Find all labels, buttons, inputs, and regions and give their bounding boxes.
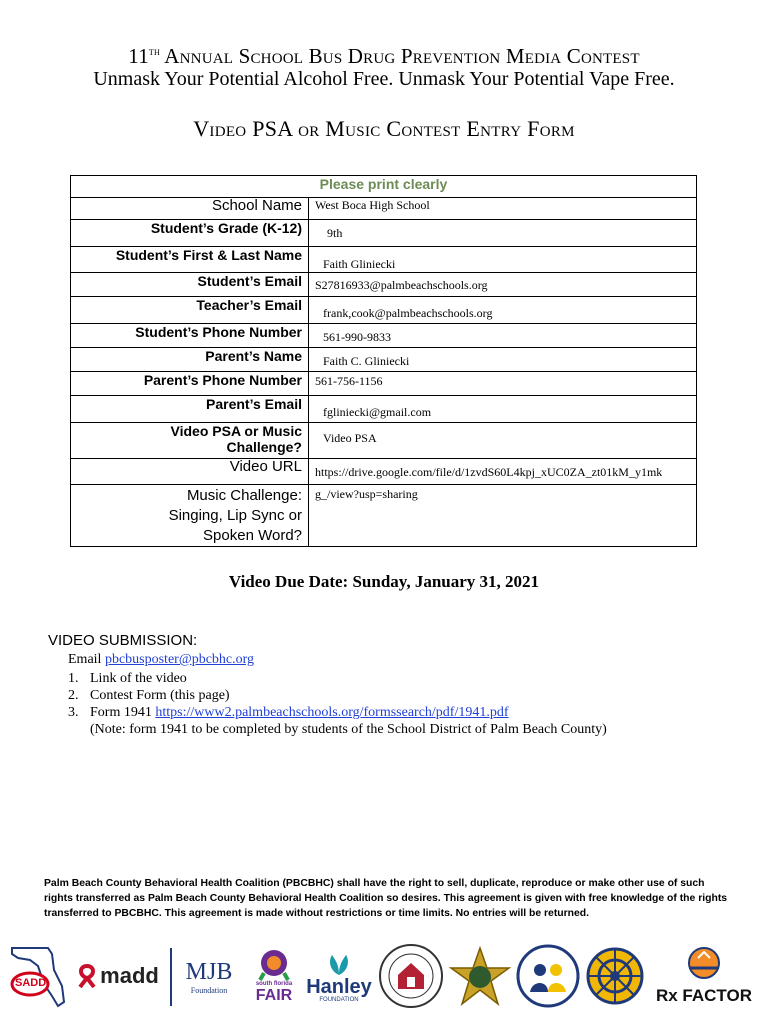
submission-email: Email pbcbusposter@pbcbhc.org: [68, 652, 255, 667]
gulf-stream-emblem-icon: [678, 946, 730, 980]
hanley-logo: [300, 944, 378, 1012]
label-music-line2: Singing, Lip Sync or: [168, 507, 302, 524]
coalition-seal-icon: [516, 944, 580, 1008]
value-school-name[interactable]: West Boca High School: [309, 198, 697, 220]
sheriff-star-icon: [449, 946, 511, 1008]
value-student-phone[interactable]: 561-990-9833: [309, 324, 697, 348]
value-parent-name[interactable]: Faith C. Gliniecki: [309, 348, 697, 372]
label-grade: Student’s Grade (K-12): [71, 220, 309, 247]
rx-factor-logo: [648, 938, 760, 1014]
label-entry-type-line1: Video PSA or Music: [170, 423, 302, 439]
fair-top-text: south florida: [255, 981, 293, 987]
list-item: 1. Link of the video: [68, 671, 187, 686]
contest-title: 11th Annual School Bus Drug Prevention Media Contest: [128, 44, 640, 68]
value-video-url[interactable]: https://drive.google.com/file/d/1zvdS60L4kpj_xUC0ZA_zt01kM_y1mk: [309, 459, 697, 485]
legal-notice: Palm Beach County Behavioral Health Coalition (PBCBHC) shall have the right to sell, duplicate, reproduce or make other use of such rights transferred as Palm Beach County Behavioral Health Coalition so desires. This agreement is given with free knowledge of the rights transferred to PBCBHC. This agreement is made without restrictions or time limits. No entries will be returned.: [44, 878, 728, 919]
label-entry-type: [71, 423, 309, 459]
value-music-challenge[interactable]: g_/view?usp=sharing: [309, 485, 697, 547]
fair-logo: [248, 938, 300, 1014]
value-teacher-email[interactable]: frank,cook@palmbeachschools.org: [309, 297, 697, 324]
fair-ribbon-icon: [256, 947, 292, 981]
sheriff-badge: [448, 942, 512, 1012]
submission-heading: VIDEO SUBMISSION:: [48, 632, 198, 649]
contest-subtitle: Unmask Your Potential Alcohol Free. Unmask Your Potential Vape Free.: [93, 68, 675, 90]
label-parent-phone: Parent’s Phone Number: [71, 372, 309, 396]
submission-note: (Note: form 1941 to be completed by students of the School District of Palm Beach County): [90, 722, 607, 737]
label-entry-type-line2: Challenge?: [226, 439, 302, 455]
school-district-seal: [376, 940, 446, 1012]
label-student-name: Student’s First & Last Name: [71, 247, 309, 273]
label-teacher-email: Teacher’s Email: [71, 297, 309, 324]
form-instruction: Please print clearly: [71, 176, 697, 198]
list-item: 2. Contest Form (this page): [68, 688, 230, 703]
label-student-email: Student’s Email: [71, 273, 309, 297]
mjb-logo: [170, 948, 246, 1006]
hanley-text: Hanley: [306, 976, 372, 998]
sadd-logo: [8, 940, 68, 1012]
value-parent-phone[interactable]: 561-756-1156: [309, 372, 697, 396]
form-1941-link[interactable]: https://www2.palmbeachschools.org/formssearch/pdf/1941.pdf: [155, 705, 509, 720]
label-student-phone: Student’s Phone Number: [71, 324, 309, 348]
madd-ribbon-icon: [77, 964, 97, 988]
school-district-seal-icon: [378, 943, 444, 1009]
label-parent-name: Parent’s Name: [71, 348, 309, 372]
hanley-leaf-icon: [326, 953, 352, 977]
label-music-line1: Music Challenge:: [186, 487, 302, 504]
label-school-name: School Name: [71, 198, 309, 220]
entry-form-table: [70, 175, 697, 547]
value-parent-email[interactable]: fgliniecki@gmail.com: [309, 396, 697, 423]
value-student-email[interactable]: S27816933@palmbeachschools.org: [309, 273, 697, 297]
madd-text: madd: [100, 963, 159, 988]
value-entry-type[interactable]: Video PSA: [309, 423, 697, 459]
coalition-seal: [514, 940, 582, 1012]
mjb-text: MJB: [185, 959, 233, 985]
submission-list: [68, 670, 607, 738]
sadd-text: SADD: [15, 977, 47, 989]
form-title: Video PSA or Music Contest Entry Form: [193, 116, 575, 141]
submission-email-link[interactable]: pbcbusposter@pbcbhc.org: [104, 652, 255, 667]
label-video-url: Video URL: [71, 459, 309, 485]
value-grade[interactable]: 9th: [309, 220, 697, 247]
sponsor-logos: [8, 938, 760, 1018]
rotary-logo: [584, 942, 646, 1010]
mjb-sub-text: Foundation: [190, 986, 228, 995]
rotary-wheel-icon: [585, 946, 645, 1006]
label-parent-email: Parent’s Email: [71, 396, 309, 423]
label-music-line3: Spoken Word?: [203, 527, 302, 544]
hanley-sub-text: FOUNDATION: [319, 997, 359, 1003]
due-date: Video Due Date: Sunday, January 31, 2021: [228, 572, 540, 591]
value-student-name[interactable]: Faith Gliniecki: [309, 247, 697, 273]
fair-text: FAIR: [255, 987, 293, 1004]
list-item: 3. Form 1941 https://www2.palmbeachschools.org/formssearch/pdf/1941.pdf: [68, 705, 509, 720]
florida-shape-icon: [8, 940, 68, 1012]
madd-logo: [72, 954, 164, 998]
rx-factor-text: Rx FACTOR: [655, 986, 753, 1005]
label-music-challenge: [71, 485, 309, 547]
